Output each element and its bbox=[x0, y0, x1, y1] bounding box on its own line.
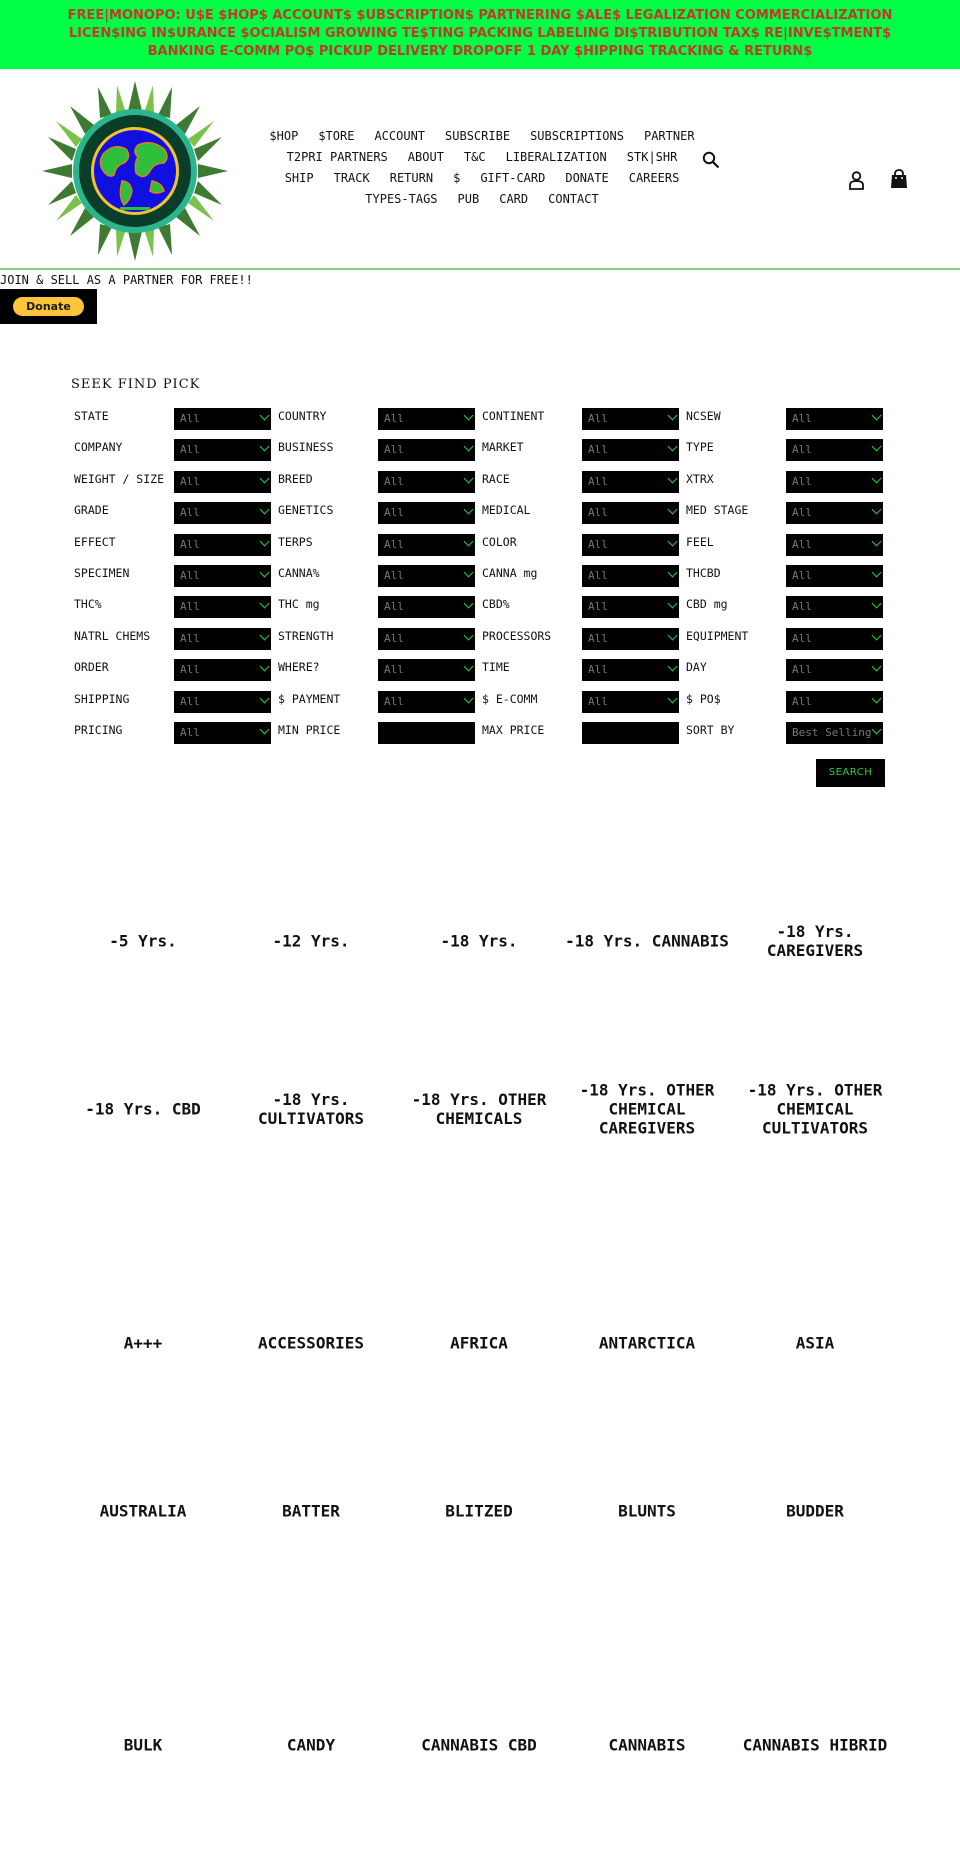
chevron-down-icon bbox=[872, 473, 882, 483]
filter-select[interactable] bbox=[378, 408, 475, 430]
chevron-down-icon bbox=[260, 473, 270, 483]
filter-label: FEEL bbox=[686, 534, 714, 549]
filter-select-value: All bbox=[384, 474, 404, 488]
filter-select-value: All bbox=[588, 694, 608, 708]
filter-select-value: All bbox=[180, 663, 200, 677]
collection-tile[interactable]: -12 Yrs. bbox=[272, 931, 350, 951]
filter-select-value: All bbox=[180, 694, 200, 708]
filter-select-value: All bbox=[792, 474, 812, 488]
filter-select[interactable] bbox=[174, 659, 271, 681]
filter-select[interactable] bbox=[174, 722, 271, 744]
filter-select[interactable] bbox=[378, 471, 475, 493]
nav-account[interactable]: ACCOUNT bbox=[374, 129, 426, 143]
chevron-down-icon bbox=[668, 442, 678, 452]
nav-stk-shr[interactable]: STK|SHR bbox=[626, 150, 678, 164]
filter-label: SPECIMEN bbox=[74, 565, 130, 580]
nav-liberalization[interactable]: LIBERALIZATION bbox=[505, 150, 607, 164]
chevron-down-icon bbox=[464, 411, 474, 421]
filter-select-value: All bbox=[588, 568, 608, 582]
filter-select[interactable] bbox=[378, 439, 475, 461]
filter-row bbox=[71, 468, 891, 499]
filter-select-value: All bbox=[588, 537, 608, 551]
collection-tile[interactable]: AFRICA bbox=[450, 1333, 508, 1353]
filter-select[interactable] bbox=[378, 628, 475, 650]
filter-label: GENETICS bbox=[278, 503, 334, 518]
filter-select[interactable] bbox=[378, 534, 475, 556]
filter-label: MARKET bbox=[482, 440, 524, 455]
filter-select[interactable] bbox=[582, 659, 679, 681]
filter-select[interactable] bbox=[174, 691, 271, 713]
filter-select-value: All bbox=[792, 506, 812, 520]
nav-store[interactable]: $TORE bbox=[318, 129, 355, 143]
chevron-down-icon bbox=[668, 630, 678, 640]
filter-select-value: All bbox=[180, 600, 200, 614]
filter-select-value: All bbox=[792, 694, 812, 708]
filter-select-value: All bbox=[180, 537, 200, 551]
filter-label: PRICING bbox=[74, 722, 123, 737]
filter-select[interactable] bbox=[582, 534, 679, 556]
filter-select[interactable] bbox=[786, 439, 883, 461]
filter-label: EFFECT bbox=[74, 534, 116, 549]
collection-tile[interactable]: -18 Yrs. OTHER CHEMICALS bbox=[411, 1090, 547, 1128]
nav-careers[interactable]: CAREERS bbox=[628, 171, 680, 185]
filter-select[interactable] bbox=[786, 691, 883, 713]
filter-select-value: All bbox=[792, 568, 812, 582]
collection-tile[interactable]: -18 Yrs. CULTIVATORS bbox=[258, 1090, 364, 1128]
chevron-down-icon bbox=[464, 599, 474, 609]
nav-t2pri-partners[interactable]: T2PRI PARTNERS bbox=[286, 150, 388, 164]
filter-select-value: All bbox=[792, 412, 812, 425]
collection-tile[interactable]: BLITZED bbox=[445, 1501, 513, 1521]
filter-select[interactable] bbox=[582, 596, 679, 618]
nav-contact[interactable]: CONTACT bbox=[548, 192, 599, 206]
nav-dollar[interactable]: $ bbox=[453, 171, 461, 185]
filter-label: THC mg bbox=[278, 597, 320, 612]
filter-select-value: All bbox=[384, 443, 404, 457]
collection-tile[interactable]: CANNABIS HIBRID bbox=[742, 1735, 888, 1755]
collection-tile[interactable]: ASIA bbox=[795, 1333, 835, 1353]
chevron-down-icon bbox=[668, 693, 678, 703]
chevron-down-icon bbox=[668, 662, 678, 672]
filter-select-value: All bbox=[588, 631, 608, 645]
filter-select[interactable] bbox=[174, 471, 271, 493]
filter-label: PROCESSORS bbox=[482, 628, 552, 643]
filter-select[interactable] bbox=[786, 596, 883, 618]
main-nav bbox=[256, 126, 708, 210]
filter-select-value: All bbox=[180, 474, 200, 488]
filter-label: CANNA% bbox=[278, 565, 320, 580]
nav-card[interactable]: CARD bbox=[499, 192, 529, 206]
join-partner-text: JOIN & SELL AS A PARTNER FOR FREE!! bbox=[0, 273, 253, 287]
chevron-down-icon bbox=[260, 505, 270, 515]
filter-label: $ PAYMENT bbox=[278, 691, 341, 706]
filter-select[interactable] bbox=[786, 628, 883, 650]
filter-label: CBD mg bbox=[686, 597, 728, 612]
filter-select[interactable] bbox=[582, 565, 679, 587]
user-icon[interactable] bbox=[848, 171, 865, 190]
nav-shop[interactable]: $HOP bbox=[269, 129, 299, 143]
chevron-down-icon bbox=[872, 568, 882, 578]
filter-select-value: All bbox=[384, 631, 404, 645]
filter-label: MIN PRICE bbox=[278, 722, 341, 737]
filter-select-value: All bbox=[588, 474, 608, 488]
chevron-down-icon bbox=[872, 505, 882, 515]
chevron-down-icon bbox=[872, 630, 882, 640]
chevron-down-icon bbox=[260, 568, 270, 578]
collection-tile[interactable]: BLUNTS bbox=[618, 1501, 676, 1521]
collection-tile[interactable]: CANDY bbox=[286, 1735, 336, 1755]
filter-select[interactable] bbox=[378, 596, 475, 618]
chevron-down-icon bbox=[260, 630, 270, 640]
filter-label: NATRL CHEMS bbox=[74, 628, 151, 643]
filter-label: WHERE? bbox=[278, 660, 320, 675]
collection-tile[interactable]: BULK bbox=[123, 1735, 163, 1755]
nav-return[interactable]: RETURN bbox=[389, 171, 434, 185]
filter-select[interactable] bbox=[786, 722, 883, 744]
collection-tile[interactable]: CANNABIS CBD bbox=[421, 1735, 537, 1755]
filter-select-value: All bbox=[180, 725, 200, 739]
nav-about[interactable]: ABOUT bbox=[407, 150, 444, 164]
filter-label: TIME bbox=[482, 660, 510, 675]
filter-label: BREED bbox=[278, 471, 313, 486]
max-price-input[interactable] bbox=[582, 722, 679, 744]
filter-select-value: All bbox=[180, 412, 200, 425]
chevron-down-icon bbox=[872, 693, 882, 703]
filter-select-value: All bbox=[384, 694, 404, 708]
filter-select[interactable] bbox=[174, 565, 271, 587]
filter-select-value: All bbox=[180, 506, 200, 520]
nav-tc[interactable]: T&C bbox=[463, 150, 486, 164]
filter-label: STATE bbox=[74, 409, 109, 423]
filter-select[interactable] bbox=[174, 628, 271, 650]
filter-row bbox=[71, 688, 891, 719]
nav-donate[interactable]: DONATE bbox=[565, 171, 609, 185]
filter-select[interactable] bbox=[786, 408, 883, 430]
collection-tile[interactable]: A+++ bbox=[123, 1333, 163, 1353]
filter-select[interactable] bbox=[582, 628, 679, 650]
filter-select[interactable] bbox=[786, 534, 883, 556]
cart-icon[interactable] bbox=[890, 169, 908, 189]
filter-select-value: All bbox=[384, 537, 404, 551]
chevron-down-icon bbox=[872, 536, 882, 546]
filter-select[interactable] bbox=[786, 502, 883, 524]
filter-label: CANNA mg bbox=[482, 565, 538, 580]
collection-tile[interactable]: -18 Yrs. OTHER CHEMICAL CULTIVATORS bbox=[747, 1080, 883, 1138]
collection-tile[interactable]: -18 Yrs. CBD bbox=[85, 1099, 201, 1119]
filter-label: SHIPPING bbox=[74, 691, 130, 706]
filter-select[interactable] bbox=[378, 502, 475, 524]
chevron-down-icon bbox=[872, 599, 882, 609]
announcement-bar bbox=[0, 0, 960, 69]
nav-types-tags[interactable]: TYPES-TAGS bbox=[365, 192, 438, 206]
filter-label: MEDICAL bbox=[482, 503, 531, 518]
filter-label: COUNTRY bbox=[278, 409, 327, 423]
filter-select-value: All bbox=[384, 568, 404, 582]
filter-label: NCSEW bbox=[686, 409, 721, 423]
donate-button[interactable]: Donate bbox=[13, 297, 84, 316]
filter-select-value: All bbox=[588, 443, 608, 457]
filter-select-value: All bbox=[384, 663, 404, 677]
filter-select-value: All bbox=[384, 412, 404, 425]
nav-ship[interactable]: SHIP bbox=[284, 171, 314, 185]
filter-select[interactable] bbox=[174, 534, 271, 556]
nav-partner[interactable]: PARTNER bbox=[643, 129, 695, 143]
collection-tile[interactable]: -18 Yrs. CANNABIS bbox=[565, 931, 729, 951]
filter-label: WEIGHT / SIZE bbox=[74, 471, 165, 486]
chevron-down-icon bbox=[872, 662, 882, 672]
filter-label: GRADE bbox=[74, 503, 109, 518]
collection-tile[interactable]: -5 Yrs. bbox=[109, 931, 177, 951]
filter-row bbox=[71, 562, 891, 593]
filter-select[interactable] bbox=[582, 439, 679, 461]
collection-tile[interactable]: BUDDER bbox=[786, 1501, 844, 1521]
collection-tile[interactable]: -18 Yrs. OTHER CHEMICAL CAREGIVERS bbox=[579, 1080, 715, 1138]
collection-tile[interactable]: -18 Yrs. bbox=[440, 931, 518, 951]
filter-select-value: All bbox=[180, 443, 200, 457]
chevron-down-icon bbox=[872, 442, 882, 452]
collection-tile[interactable]: BATTER bbox=[282, 1501, 340, 1521]
filter-label: CONTINENT bbox=[482, 409, 545, 423]
filter-title: SEEK FIND PICK bbox=[71, 377, 201, 392]
filter-row bbox=[71, 436, 891, 467]
filter-select-value: All bbox=[792, 663, 812, 677]
chevron-down-icon bbox=[668, 536, 678, 546]
announcement-text: FREE|MONOPO: U$E $HOP$ ACCOUNT$ $UBSCRIPTION$ PARTNERING $ALE$ LEGALIZATION COMMERCIALIZATION LICEN$ING IN$URANCE $OCIALISM GROWING TE$TING PACKING LABELING DI$TRIBUTION TAX$ RE|INVE$TMENT$ BANKING E-COMM PO$ PICKUP DELIVERY DROPOFF 1 DAY $HIPPING TRACKING & RETURN$ bbox=[67, 8, 893, 59]
filter-row bbox=[71, 656, 891, 687]
filter-label: DAY bbox=[686, 660, 707, 675]
collection-tile[interactable]: AUSTRALIA bbox=[99, 1501, 187, 1521]
filter-select[interactable] bbox=[582, 502, 679, 524]
filter-row bbox=[71, 531, 891, 562]
chevron-down-icon bbox=[260, 411, 270, 421]
chevron-down-icon bbox=[464, 568, 474, 578]
filter-label: RACE bbox=[482, 471, 510, 486]
filter-select[interactable] bbox=[582, 408, 679, 430]
filter-select-value: All bbox=[588, 412, 608, 425]
filter-select-value: Best Selling bbox=[792, 725, 872, 739]
filter-select[interactable] bbox=[786, 471, 883, 493]
chevron-down-icon bbox=[872, 724, 882, 734]
search-button[interactable]: SEARCH bbox=[816, 759, 885, 787]
filter-label: EQUIPMENT bbox=[686, 628, 749, 643]
chevron-down-icon bbox=[464, 536, 474, 546]
filter-select-value: All bbox=[384, 506, 404, 520]
filter-select[interactable] bbox=[378, 691, 475, 713]
filter-select[interactable] bbox=[174, 408, 271, 430]
nav-subscribe[interactable]: SUBSCRIBE bbox=[445, 129, 511, 143]
donate-container bbox=[0, 289, 97, 324]
collection-tile[interactable]: ANTARCTICA bbox=[598, 1333, 696, 1353]
filter-select[interactable] bbox=[378, 659, 475, 681]
filter-row bbox=[71, 593, 891, 624]
chevron-down-icon bbox=[872, 411, 882, 421]
filter-row bbox=[71, 405, 891, 436]
filter-label: $ PO$ bbox=[686, 691, 721, 706]
search-icon[interactable] bbox=[702, 151, 720, 169]
filter-select[interactable] bbox=[582, 471, 679, 493]
min-price-input[interactable] bbox=[378, 722, 475, 744]
filter-label: SORT BY bbox=[686, 722, 735, 737]
filter-label: COLOR bbox=[482, 534, 517, 549]
filter-select[interactable] bbox=[786, 659, 883, 681]
filter-row bbox=[71, 499, 891, 530]
filter-select[interactable] bbox=[174, 502, 271, 524]
chevron-down-icon bbox=[260, 693, 270, 703]
filter-select[interactable] bbox=[582, 691, 679, 713]
chevron-down-icon bbox=[464, 442, 474, 452]
chevron-down-icon bbox=[464, 505, 474, 515]
chevron-down-icon bbox=[260, 662, 270, 672]
filter-select-value: All bbox=[180, 568, 200, 582]
filter-label: MAX PRICE bbox=[482, 722, 545, 737]
nav-pub[interactable]: PUB bbox=[457, 192, 480, 206]
filter-label: XTRX bbox=[686, 471, 714, 486]
filter-row bbox=[71, 625, 891, 656]
filter-label: STRENGTH bbox=[278, 628, 334, 643]
filter-label: MED STAGE bbox=[686, 503, 749, 518]
collection-tile[interactable]: CANNABIS bbox=[608, 1735, 686, 1755]
filter-label: ORDER bbox=[74, 660, 109, 675]
filter-select-value: All bbox=[792, 443, 812, 457]
chevron-down-icon bbox=[668, 411, 678, 421]
nav-gift-card[interactable]: GIFT-CARD bbox=[480, 171, 546, 185]
filter-select[interactable] bbox=[174, 439, 271, 461]
filter-grid bbox=[71, 405, 891, 750]
nav-subscriptions[interactable]: SUBSCRIPTIONS bbox=[530, 129, 624, 143]
chevron-down-icon bbox=[668, 568, 678, 578]
filter-label: TERPS bbox=[278, 534, 313, 549]
filter-label: TYPE bbox=[686, 440, 714, 455]
filter-select-value: All bbox=[588, 506, 608, 520]
chevron-down-icon bbox=[668, 505, 678, 515]
chevron-down-icon bbox=[260, 599, 270, 609]
chevron-down-icon bbox=[668, 473, 678, 483]
chevron-down-icon bbox=[260, 536, 270, 546]
collection-tile[interactable]: ACCESSORIES bbox=[258, 1333, 364, 1353]
logo-icon[interactable] bbox=[42, 81, 228, 261]
chevron-down-icon bbox=[464, 473, 474, 483]
filter-select-value: All bbox=[792, 537, 812, 551]
nav-track[interactable]: TRACK bbox=[333, 171, 370, 185]
filter-select-value: All bbox=[792, 600, 812, 614]
chevron-down-icon bbox=[464, 662, 474, 672]
filter-select[interactable] bbox=[378, 565, 475, 587]
filter-select[interactable] bbox=[786, 565, 883, 587]
filter-label: CBD% bbox=[482, 597, 510, 612]
filter-label: $ E-COMM bbox=[482, 691, 538, 706]
filter-label: COMPANY bbox=[74, 440, 123, 455]
chevron-down-icon bbox=[464, 630, 474, 640]
filter-row bbox=[71, 719, 891, 750]
filter-label: THC% bbox=[74, 597, 102, 612]
filter-select-value: All bbox=[792, 631, 812, 645]
site-header bbox=[0, 69, 960, 270]
chevron-down-icon bbox=[260, 442, 270, 452]
chevron-down-icon bbox=[260, 724, 270, 734]
filter-select[interactable] bbox=[174, 596, 271, 618]
filter-select-value: All bbox=[588, 663, 608, 677]
filter-label: THCBD bbox=[686, 565, 721, 580]
filter-select-value: All bbox=[384, 600, 404, 614]
filter-select-value: All bbox=[588, 600, 608, 614]
filter-select-value: All bbox=[180, 631, 200, 645]
collection-tile[interactable]: -18 Yrs. CAREGIVERS bbox=[766, 922, 864, 960]
chevron-down-icon bbox=[464, 693, 474, 703]
filter-label: BUSINESS bbox=[278, 440, 334, 455]
chevron-down-icon bbox=[668, 599, 678, 609]
